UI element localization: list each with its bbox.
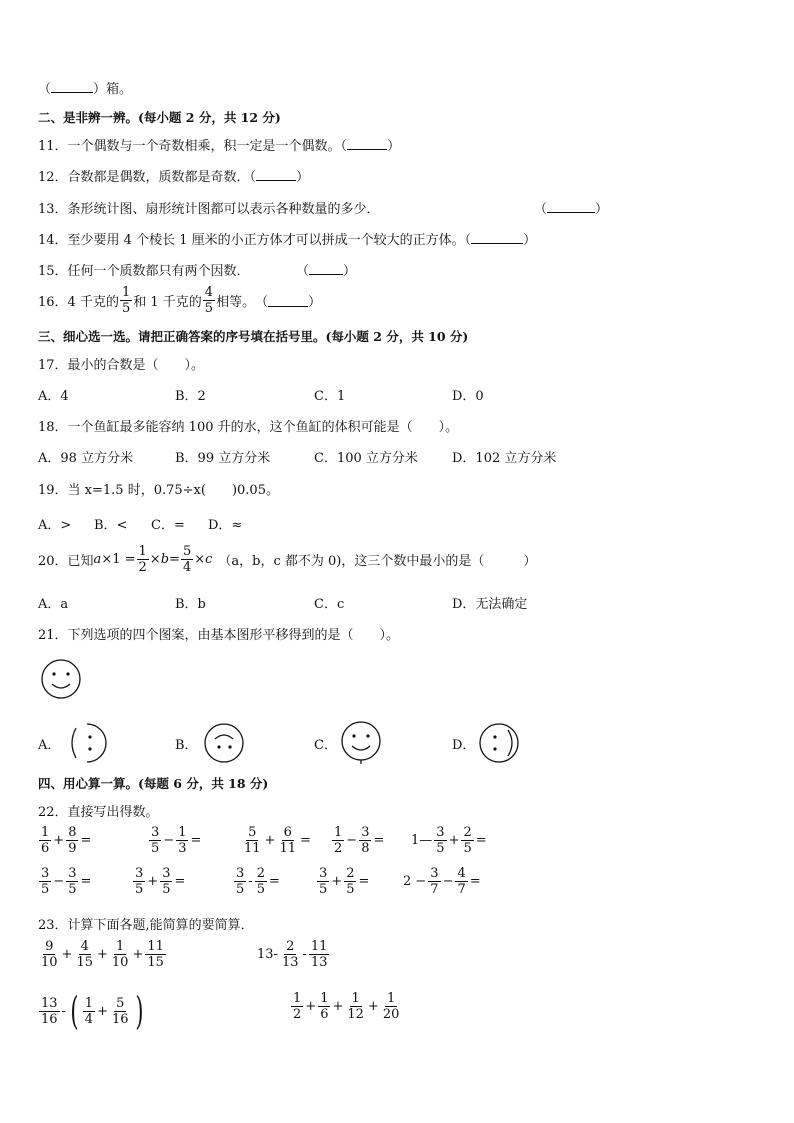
calc-item — [38, 940, 167, 969]
numerator: 2 — [463, 825, 472, 840]
operator: + — [305, 999, 317, 1014]
fraction — [359, 826, 371, 855]
operator: 2 − — [403, 874, 427, 889]
question-20: 20．已知 a ×1 = $\frac{1}{2}$ × b = $\frac{5}{4}$ × c （a，b，c 都不为 0)，这三个数中最小的是（ ） — [38, 544, 537, 575]
denominator: 16 — [41, 1011, 58, 1027]
operator: = — [190, 833, 202, 848]
option-b[interactable]: B．2 — [175, 389, 206, 404]
fraction — [39, 940, 60, 969]
operator: − — [163, 833, 175, 848]
denominator: 11 — [279, 841, 296, 856]
smiley-face-icon — [40, 658, 82, 700]
answer-blank[interactable] — [547, 201, 595, 213]
operator: = — [373, 833, 385, 848]
calc-item — [410, 826, 488, 855]
option-b[interactable]: B．b — [175, 597, 206, 612]
denominator: 9 — [68, 841, 77, 856]
option-d-figure-icon[interactable] — [478, 722, 520, 764]
numerator: 4 — [80, 939, 89, 954]
option-b[interactable]: B．99 立方分米 — [175, 451, 271, 466]
question-13-answer: （ ） — [534, 202, 609, 217]
fraction — [344, 867, 356, 896]
fraction — [291, 992, 303, 1021]
parenthesis: ) — [134, 989, 144, 1033]
section-3-heading: 三、细心选一选。请把正确答案的序号填在括号里。(每小题 2 分，共 10 分) — [38, 329, 469, 344]
fraction — [39, 826, 51, 855]
fraction — [160, 867, 172, 896]
answer-blank[interactable] — [347, 138, 387, 150]
fraction — [176, 826, 188, 855]
numerator: 5 — [116, 995, 125, 1011]
option-c[interactable]: C．= — [151, 518, 185, 533]
denominator: 20 — [382, 1007, 400, 1022]
option-a[interactable]: A．> — [38, 518, 72, 533]
option-a-figure-icon[interactable] — [66, 722, 108, 764]
numerator: 3 — [68, 866, 77, 881]
operator: − — [53, 874, 65, 889]
numerator: 3 — [430, 866, 439, 881]
fraction — [345, 992, 366, 1021]
fraction — [66, 826, 78, 855]
fraction — [461, 826, 473, 855]
denominator: 15 — [76, 955, 93, 970]
denominator: 8 — [361, 841, 370, 856]
fraction: $\frac{5}{4}$ — [182, 544, 192, 575]
answer-blank[interactable] — [471, 232, 523, 244]
option-d[interactable]: D． — [452, 738, 476, 753]
calc-item — [38, 989, 146, 1033]
numerator: 3 — [135, 866, 144, 881]
fraction — [255, 867, 267, 896]
operator: + — [53, 833, 65, 848]
operator: + — [264, 833, 276, 848]
question-23: 23．计算下面各题,能简算的要简算． — [38, 918, 254, 933]
calc-item — [148, 826, 202, 855]
option-c-figure-icon[interactable] — [340, 720, 382, 766]
option-a[interactable]: A． — [38, 738, 61, 753]
operator: = — [300, 833, 311, 848]
numerator: 1 — [116, 939, 125, 954]
fraction — [39, 867, 51, 896]
operator: + — [132, 947, 144, 962]
denominator: 7 — [457, 882, 466, 897]
option-d[interactable]: D．≈ — [208, 518, 243, 533]
denominator: 10 — [111, 955, 129, 970]
denominator: 6 — [320, 1007, 329, 1022]
numerator: 1 — [386, 991, 396, 1006]
denominator: 12 — [347, 1007, 364, 1022]
denominator: 11 — [244, 841, 261, 856]
fraction — [74, 940, 95, 969]
operator: = — [469, 874, 481, 889]
numerator: 6 — [283, 825, 292, 840]
fraction — [39, 997, 60, 1026]
operator: + — [448, 833, 460, 848]
answer-blank[interactable] — [268, 295, 308, 307]
numerator: 1 — [293, 991, 302, 1006]
parenthesis: ( — [70, 989, 79, 1033]
question-21: 21．下列选项的四个图案，由基本图形平移得到的是（ ）。 — [38, 628, 400, 643]
operator: + — [367, 999, 379, 1014]
operator: = — [174, 874, 186, 889]
fraction — [455, 867, 467, 896]
numerator: 2 — [346, 866, 355, 881]
fraction — [381, 992, 402, 1021]
option-d[interactable]: D．无法确定 — [452, 597, 528, 612]
denominator: 2 — [293, 1007, 302, 1022]
denominator: 5 — [436, 841, 445, 856]
denominator: 5 — [236, 882, 245, 897]
numerator: 4 — [457, 866, 466, 881]
operator: − — [442, 874, 454, 889]
denominator: 3 — [178, 841, 187, 856]
option-b-figure-icon[interactable] — [203, 722, 245, 764]
numerator: 1 — [334, 825, 343, 840]
fraction — [133, 867, 145, 896]
operator: = — [475, 833, 487, 848]
fraction — [110, 940, 131, 969]
operator: + — [147, 874, 159, 889]
operator: = — [80, 833, 92, 848]
fraction: $\frac{4}{5}$ — [204, 285, 214, 316]
denominator: 5 — [135, 882, 144, 897]
denominator: 16 — [111, 1011, 129, 1027]
fraction: $\frac{1}{5}$ — [121, 285, 131, 316]
option-a[interactable]: A．98 立方分米 — [38, 451, 134, 466]
option-c[interactable]: C． — [314, 738, 337, 753]
numerator: 5 — [248, 825, 257, 840]
option-b[interactable]: B． — [175, 738, 198, 753]
operator: + — [97, 947, 108, 962]
numerator: 3 — [436, 825, 445, 840]
fraction — [83, 997, 95, 1026]
calc-item — [132, 867, 186, 896]
fraction — [110, 997, 131, 1026]
numerator: 3 — [236, 866, 245, 881]
denominator: 5 — [346, 882, 355, 897]
denominator: 2 — [334, 841, 343, 856]
option-c[interactable]: C．c — [314, 597, 345, 612]
calc-item — [233, 867, 281, 896]
denominator: 5 — [463, 841, 472, 856]
operator: + — [331, 874, 343, 889]
operator: − — [346, 833, 358, 848]
question-19: 19．当 x=1.5 时，0.75÷x( )0.05。 — [38, 483, 279, 498]
numerator: 3 — [41, 866, 50, 881]
numerator: 11 — [147, 939, 164, 954]
operator: = — [80, 874, 92, 889]
fraction — [242, 826, 263, 855]
numerator: 3 — [151, 825, 160, 840]
operator: - — [248, 874, 253, 889]
section-4-heading: 四、用心算一算。(每题 6 分，共 18 分) — [38, 776, 269, 791]
calc-item — [290, 992, 402, 1021]
fraction — [234, 867, 246, 896]
fraction — [280, 940, 301, 969]
section-2-heading: 二、是非辨一辨。(每小题 2 分，共 12 分) — [38, 110, 281, 125]
option-d[interactable]: D．0 — [452, 389, 484, 404]
denominator: 10 — [41, 955, 58, 970]
denominator: 5 — [41, 882, 50, 897]
calc-item — [316, 867, 370, 896]
question-12: 12．合数都是偶数，质数都是奇数．（ ） — [38, 170, 310, 185]
numerator: 1 — [84, 995, 94, 1011]
numerator: 1 — [178, 825, 187, 840]
denominator: 13 — [281, 955, 299, 970]
numerator: 1 — [320, 991, 329, 1006]
question-11: 11．一个偶数与一个奇数相乘，积一定是一个偶数。（ ） — [38, 139, 401, 154]
option-b[interactable]: B．< — [94, 518, 128, 533]
denominator: 5 — [319, 882, 328, 897]
question-14: 14．至少要用 4 个棱长 1 厘米的小正方体才可以拼成一个较大的正方体。（ ） — [38, 233, 537, 248]
numerator: 2 — [256, 866, 265, 881]
top-line: （ ）箱。 — [38, 82, 133, 97]
option-c[interactable]: C．1 — [314, 389, 346, 404]
denominator: 4 — [84, 1011, 94, 1027]
fraction — [434, 826, 446, 855]
denominator: 5 — [151, 841, 160, 856]
fraction — [277, 826, 298, 855]
numerator: 11 — [310, 939, 328, 954]
question-15: 15．任何一个质数都只有两个因数． — [38, 264, 250, 279]
option-a[interactable]: A．4 — [38, 389, 69, 404]
numerator: 2 — [286, 939, 295, 954]
fraction — [318, 992, 330, 1021]
fraction: $\frac{1}{2}$ — [138, 544, 147, 575]
fraction — [66, 867, 78, 896]
fraction — [428, 867, 440, 896]
option-a[interactable]: A．a — [38, 597, 69, 612]
denominator: 5 — [256, 882, 265, 897]
fraction — [309, 940, 330, 969]
denominator: 15 — [147, 955, 164, 970]
operator: 1— — [411, 833, 433, 848]
calc-item — [38, 867, 92, 896]
numerator: 1 — [351, 991, 360, 1006]
question-17: 17．最小的合数是（ ）。 — [38, 358, 205, 373]
operator: 13- — [257, 947, 278, 962]
operator: - — [302, 947, 307, 962]
question-15-answer: （ ） — [296, 264, 357, 279]
calc-item — [256, 940, 330, 969]
question-22: 22．直接写出得数。 — [38, 805, 159, 820]
option-d[interactable]: D．102 立方分米 — [452, 451, 557, 466]
numerator: 1 — [41, 825, 50, 840]
numerator: 8 — [68, 825, 77, 840]
numerator: 13 — [41, 995, 58, 1011]
numerator: 3 — [162, 866, 171, 881]
answer-blank[interactable] — [51, 81, 93, 93]
operator: + — [332, 999, 344, 1014]
question-13: 13．条形统计图、扇形统计图都可以表示各种数量的多少． — [38, 202, 380, 217]
answer-blank[interactable] — [309, 263, 343, 275]
numerator: 3 — [319, 866, 328, 881]
numerator: 9 — [45, 939, 54, 954]
operator: + — [97, 1003, 108, 1019]
calc-item — [402, 867, 482, 896]
operator: = — [268, 874, 280, 889]
numerator: 3 — [361, 825, 370, 840]
fraction — [317, 867, 329, 896]
fraction — [145, 940, 166, 969]
operator: = — [358, 874, 370, 889]
question-16: 16．4 千克的 $\frac{1}{5}$ 和 1 千克的 $\frac{4}{5}$ 相等。 （ ） — [38, 285, 322, 316]
denominator: 5 — [68, 882, 77, 897]
denominator: 5 — [162, 882, 171, 897]
operator: + — [61, 947, 73, 962]
question-18: 18．一个鱼缸最多能容纳 100 升的水，这个鱼缸的体积可能是（ ）。 — [38, 420, 459, 435]
operator: - — [61, 1003, 66, 1019]
calc-item — [241, 826, 312, 855]
denominator: 13 — [310, 955, 328, 970]
answer-blank[interactable] — [256, 169, 296, 181]
option-c[interactable]: C．100 立方分米 — [314, 451, 418, 466]
fraction — [332, 826, 344, 855]
fraction — [149, 826, 161, 855]
denominator: 7 — [430, 882, 439, 897]
calc-item — [331, 826, 385, 855]
calc-item — [38, 826, 92, 855]
denominator: 6 — [41, 841, 50, 856]
